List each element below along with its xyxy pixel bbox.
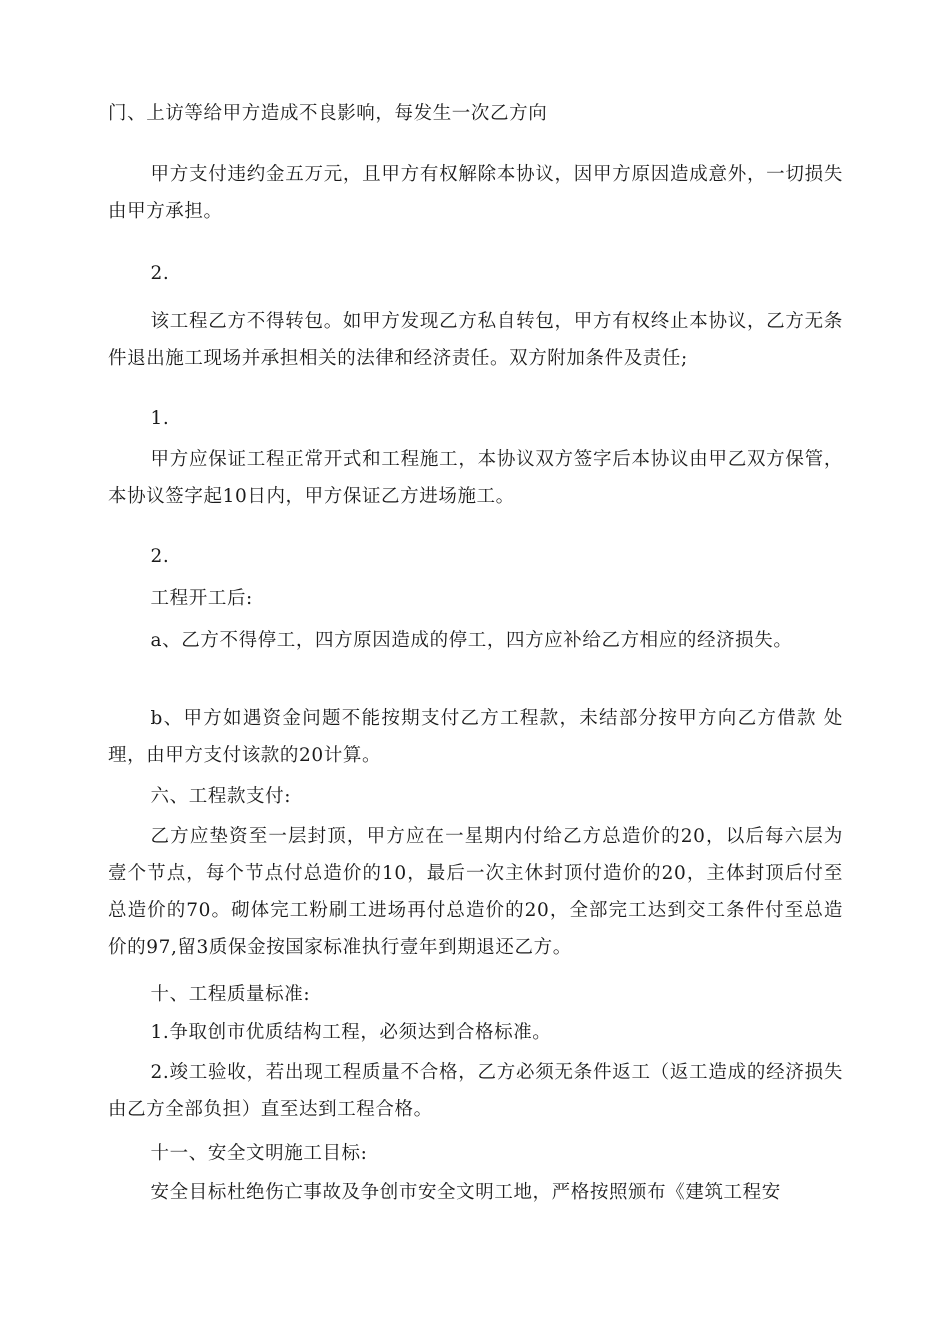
paragraph-6: 甲方应保证工程正常开式和工程施工，本协议双方签字后本协议由甲乙双方保管，本协议签字起10日内，甲方保证乙方进场施工。 <box>108 449 843 507</box>
paragraph-12: 乙方应垫资至一层封顶，甲方应在一星期内付给乙方总造价的20，以后每六层为壹个节点，每个节点付总造价的10，最后一次主休封顶付造价的20，主体封顶后付至总造价的70。砌体完工粉刷工进场再付总造价的20，全部完工达到交工条件付至总造价的97,留3质保金按国家标准执行壹年到期退还乙方。 <box>108 826 843 958</box>
paragraph-10: b、甲方如遇资金问题不能按期支付乙方工程款，未结部分按甲方向乙方借款 处理，由甲方支付该款的20计算。 <box>108 708 843 766</box>
paragraph-5: 1. <box>150 408 170 429</box>
paragraph-15: 2.竣工验收，若出现工程质量不合格，乙方必须无条件返工（返工造成的经济损失由乙方全部负担）直至达到工程合格。 <box>108 1062 843 1120</box>
paragraph-17: 安全目标杜绝伤亡事故及争创市安全文明工地，严格按照颁布《建筑工程安 <box>150 1182 781 1203</box>
paragraph-2: 甲方支付违约金五万元，且甲方有权解除本协议，因甲方原因造成意外，一切损失由甲方承担。 <box>108 164 843 222</box>
paragraph-1: 门、上访等给甲方造成不良影响，每发生一次乙方向 <box>108 103 548 124</box>
paragraph-3: 2. <box>150 263 170 284</box>
paragraph-4: 该工程乙方不得转包。如甲方发现乙方私自转包，甲方有权终止本协议，乙方无条件退出施工现场并承担相关的法律和经济责任。双方附加条件及责任; <box>108 311 843 369</box>
paragraph-11: 六、工程款支付: <box>150 786 292 807</box>
paragraph-14: 1.争取创市优质结构工程，必须达到合格标准。 <box>150 1022 552 1043</box>
paragraph-16: 十一、安全文明施工目标: <box>150 1143 368 1164</box>
paragraph-9: a、乙方不得停工，四方原因造成的停工，四方应补给乙方相应的经济损失。 <box>150 630 793 651</box>
paragraph-8: 工程开工后: <box>150 588 253 609</box>
paragraph-7: 2. <box>150 546 170 567</box>
paragraph-13: 十、工程质量标准: <box>150 984 311 1005</box>
